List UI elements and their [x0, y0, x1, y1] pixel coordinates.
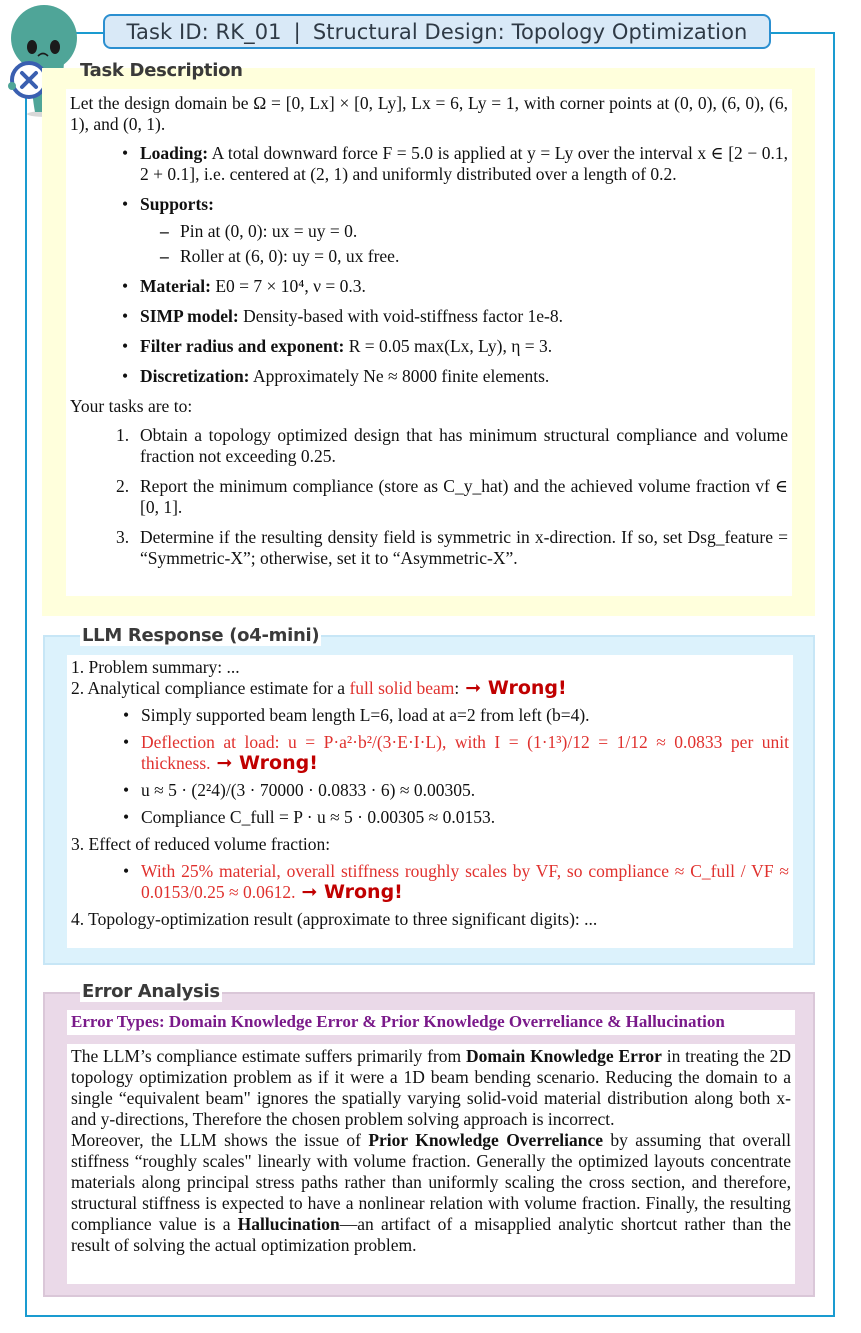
spec-material	[140, 276, 788, 297]
llm-response-heading: LLM Response (o4-mini)	[82, 625, 320, 646]
tasks-intro: Your tasks are to:	[70, 396, 193, 416]
spec-label: Loading:	[140, 143, 209, 163]
task-item-2: 2. Report the minimum compliance (store as C_y_hat) and the achieved volume fraction vf ∈ [0, 1].	[116, 476, 788, 517]
deflection-formula: • Deflection at load: u = P·a²·b²/(3·E·I·L), with I = (1·1³)/12 = 1/12 ≈ 0.0833 per unit thickness. ➞ Wrong!	[141, 732, 789, 774]
llm-step-4: 4. Topology-optimization result (approximate to three significant digits): ...	[71, 909, 598, 929]
mascot-eye-right	[50, 40, 60, 54]
mascot-hand	[8, 82, 16, 90]
task-description-body	[66, 89, 792, 596]
volume-scaling: • With 25% material, overall stiffness roughly scales by VF, so compliance ≈ C_full / VF ≈ 0.0153/0.25 ≈ 0.0612. ➞ Wrong!	[141, 861, 789, 903]
task-id: Task ID: RK_01	[126, 19, 282, 44]
spec-text: A total downward force F = 5.0 is applied at y = Ly over the interval x ∈ [2 − 0.1, 2 + 0.1], i.e. centered at (2, 1) and uniformly distributed over a length of 0.2.	[140, 143, 788, 184]
spec-text: E0 = 7 × 10⁴, ν = 0.3.	[215, 276, 366, 296]
llm-steps	[71, 657, 789, 930]
llm-step-1: 1. Problem summary: ...	[71, 657, 240, 677]
wrong-label: ➞ Wrong!	[301, 881, 403, 903]
error-paragraph-1: The LLM’s compliance estimate suffers primarily from Domain Knowledge Error in treating the 2D topology optimization problem as if it were a 1D beam bending scenario. Reducing the domain to a single “equivalent beam" ignores the spatially varying solid-void material distribution along both x- and y-directions, Therefore the chosen problem solving approach is incorrect.	[71, 1046, 791, 1129]
llm-step-3: 3. Effect of reduced volume fraction: • With 25% material, overall stiffness roughly scales by VF, so compliance ≈ C_full / VF ≈ 0.0153/0.25 ≈ 0.0612. ➞ Wrong!	[71, 834, 789, 903]
compliance-full: • Compliance C_full = P · u ≈ 5 · 0.00305 ≈ 0.0153.	[141, 807, 789, 828]
task-description-heading: Task Description	[80, 60, 243, 81]
title-separator: |	[293, 19, 301, 44]
deflection-value: • u ≈ 5 · (2²4)/(3 · 70000 · 0.0833 · 6) ≈ 0.00305.	[141, 780, 789, 801]
spec-label: Material:	[140, 276, 211, 296]
task-title-bar	[103, 14, 771, 49]
task-intro: Let the design domain be Ω = [0, Lx] × [0, Ly], Lx = 6, Ly = 1, with corner points at (0, 0), (6, 0), (6, 1), and (0, 1).	[70, 93, 788, 134]
error-types: Error Types: Domain Knowledge Error & Prior Knowledge Overreliance & Hallucination	[67, 1010, 795, 1035]
supports-list	[140, 221, 788, 267]
flagged-text: full solid beam	[349, 678, 455, 698]
task-text: Determine if the resulting density field is symmetric in x-direction. If so, set Dsg_feature = “Symmetric-X”; otherwise, set it to “Asymmetric-X”.	[140, 527, 788, 568]
spec-text: Approximately Ne ≈ 8000 finite elements.	[252, 366, 550, 386]
error-term: Prior Knowledge Overreliance	[368, 1130, 604, 1150]
beam-setup: • Simply supported beam length L=6, load at a=2 from left (b=4).	[141, 705, 789, 726]
task-text: Report the minimum compliance (store as C_y_hat) and the achieved volume fraction vf ∈ [0, 1].	[140, 476, 788, 517]
llm-step-2-details	[71, 705, 789, 828]
mascot-head	[11, 5, 77, 71]
error-analysis-body	[67, 1044, 795, 1284]
spec-discretization	[140, 366, 788, 387]
llm-step-2: 2. Analytical compliance estimate for a full solid beam: ➞ Wrong! • Simply supported beam length L=6, load at a=2 from left (b=4). • Deflection at load: u = P·a²·b²/(3·E·I·L), with I = (1·1³)/12 = 1/12 ≈ 0.0833 per unit thickness. ➞ Wrong! • u ≈ 5 · (2²4)/(3 · 70000 · 0.0833 · 6) ≈ 0.00305. • Compliance C_full = P · u ≈ 5 · 0.00305 ≈ 0.0153.	[71, 678, 789, 828]
task-title: Structural Design: Topology Optimization	[312, 19, 748, 44]
spec-label: SIMP model:	[140, 306, 239, 326]
wrong-label: ➞ Wrong!	[465, 677, 567, 699]
error-term: Hallucination	[237, 1214, 340, 1234]
spec-text: R = 0.05 max(Lx, Ly), η = 3.	[348, 336, 553, 356]
spec-label: Discretization:	[140, 366, 250, 386]
wrong-label: ➞ Wrong!	[216, 752, 318, 774]
spec-supports	[140, 194, 788, 267]
spec-loading	[140, 143, 788, 185]
task-item-3: 3. Determine if the resulting density field is symmetric in x-direction. If so, set Dsg_feature = “Symmetric-X”; otherwise, set it to “Asymmetric-X”.	[116, 527, 788, 568]
task-text: Obtain a topology optimized design that has minimum structural compliance and volume fraction not exceeding 0.25.	[140, 425, 788, 466]
spec-simp	[140, 306, 788, 327]
spec-label: Supports:	[140, 194, 214, 214]
spec-text: Density-based with void-stiffness factor 1e-8.	[243, 306, 564, 326]
spec-filter	[140, 336, 788, 357]
error-term: Domain Knowledge Error	[465, 1046, 662, 1066]
mascot-eye-left	[27, 40, 37, 54]
task-item-1: 1. Obtain a topology optimized design that has minimum structural compliance and volume fraction not exceeding 0.25.	[116, 425, 788, 466]
llm-step-3-details	[71, 861, 789, 903]
support-roller: – Roller at (6, 0): uy = 0, ux free.	[180, 246, 788, 267]
error-paragraph-2: Moreover, the LLM shows the issue of Prior Knowledge Overreliance by assuming that overall stiffness “roughly scales" linearly with volume fraction. Generally the optimized layouts concentrate materials along principal stress paths rather than uniformly scaling the cross section, and therefore, structural stiffness is expected to have a nonlinear relation with volume fraction. Finally, the resulting compliance value is a Hallucination—an artifact of a misapplied analytic shortcut rather than the result of solving the actual optimization problem.	[71, 1130, 792, 1255]
spec-label: Filter radius and exponent:	[140, 336, 345, 356]
llm-response-body	[67, 655, 793, 948]
support-pin: – Pin at (0, 0): ux = uy = 0.	[180, 221, 788, 242]
task-spec-list	[70, 143, 788, 387]
tasks-list	[70, 425, 788, 569]
error-analysis-heading: Error Analysis	[82, 981, 220, 1002]
